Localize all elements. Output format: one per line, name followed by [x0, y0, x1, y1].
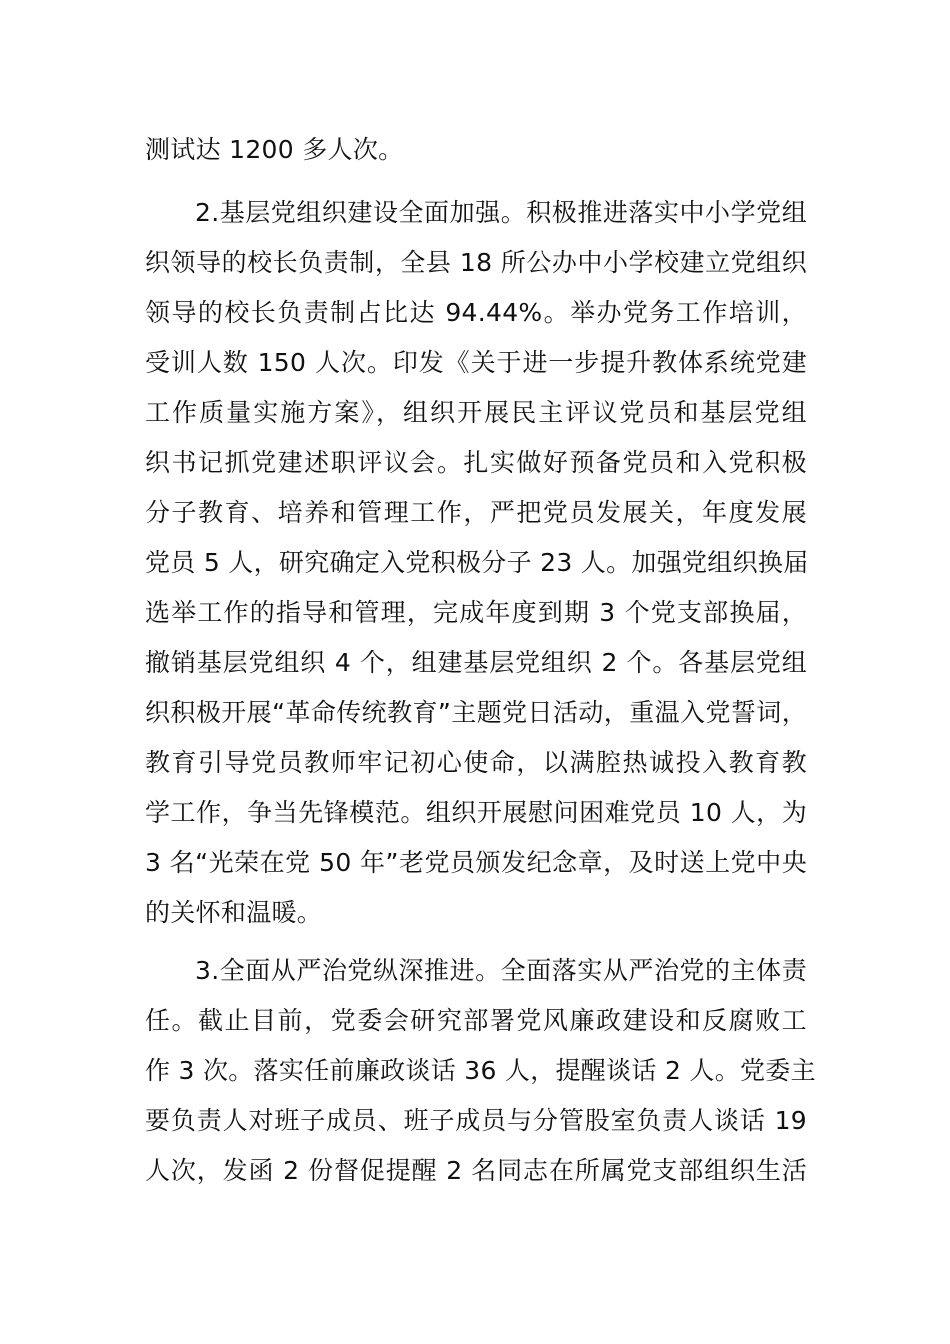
text-line: 2.基层党组织建设全面加强。积极推进落实中小学党组 — [195, 198, 807, 227]
text-line: 织书记抓党建述职评议会。扎实做好预备党员和入党积极 — [145, 448, 807, 477]
text-line: 工作质量实施方案》，组织开展民主评议党员和基层党组 — [145, 398, 807, 427]
text-line: 党员 5 人，研究确定入党积极分子 23 人。加强党组织换届 — [145, 548, 809, 577]
text-line: 要负责人对班子成员、班子成员与分管股室负责人谈话 19 — [145, 1106, 807, 1135]
text-line: 作 3 次。落实任前廉政谈话 36 人，提醒谈话 2 人。党委主 — [145, 1056, 816, 1085]
text-line: 领导的校长负责制占比达 94.44%。举办党务工作培训， — [145, 298, 807, 327]
text-line: 的关怀和温暖。 — [145, 898, 323, 927]
text-line: 人次，发函 2 份督促提醒 2 名同志在所属党支部组织生活 — [145, 1156, 807, 1185]
text-line: 3 名“光荣在党 50 年”老党员颁发纪念章，及时送上党中央 — [145, 848, 807, 877]
text-line: 选举工作的指导和管理，完成年度到期 3 个党支部换届， — [145, 598, 807, 627]
text-line: 3.全面从严治党纵深推进。全面落实从严治党的主体责 — [195, 956, 807, 985]
text-line: 分子教育、培养和管理工作，严把党员发展关，年度发展 — [145, 498, 807, 527]
text-line: 任。截止目前，党委会研究部署党风廉政建设和反腐败工 — [145, 1006, 807, 1035]
text-line: 教育引导党员教师牢记初心使命，以满腔热诚投入教育教 — [145, 748, 807, 777]
text-line: 学工作，争当先锋模范。组织开展慰问困难党员 10 人，为 — [145, 798, 807, 827]
text-line: 受训人数 150 人次。印发《关于进一步提升教体系统党建 — [145, 348, 807, 377]
text-line: 撤销基层党组织 4 个，组建基层党组织 2 个。各基层党组 — [145, 648, 807, 677]
text-line: 织积极开展“革命传统教育”主题党日活动，重温入党誓词， — [145, 698, 807, 727]
text-line: 织领导的校长负责制，全县 18 所公办中小学校建立党组织 — [145, 248, 807, 277]
text-line: 测试达 1200 多人次。 — [145, 135, 404, 164]
